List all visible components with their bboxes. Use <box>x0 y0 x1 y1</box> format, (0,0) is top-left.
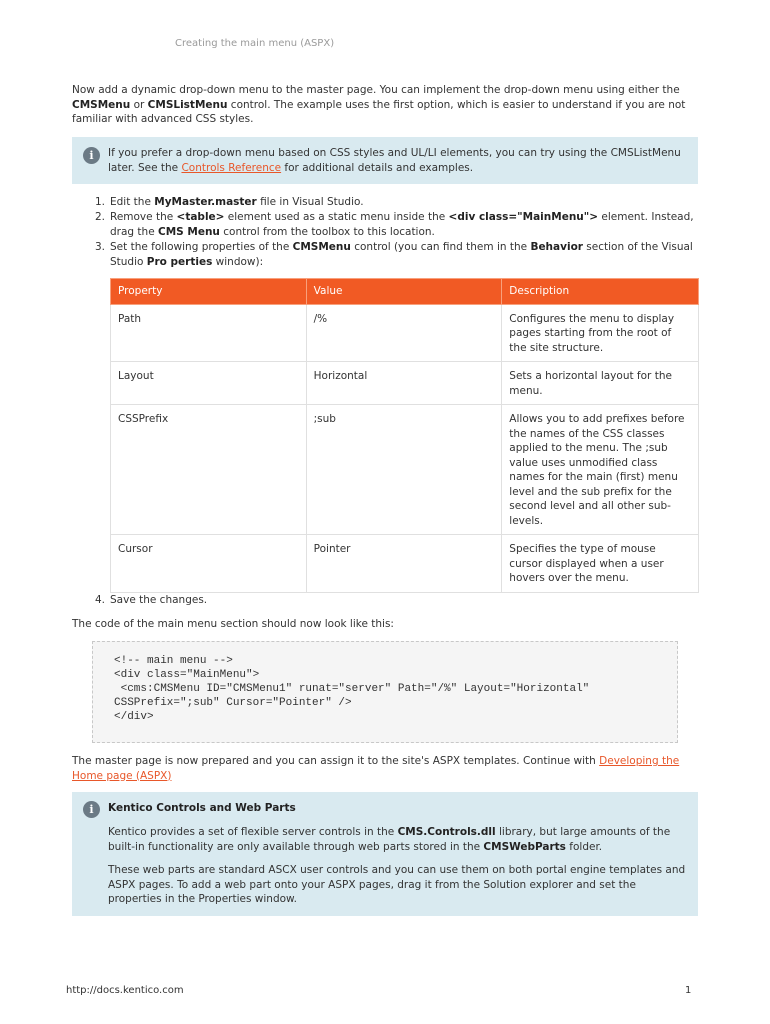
outro-paragraph <box>72 754 702 783</box>
code-line: CSSPrefix=";sub" Cursor="Pointer" /> <box>114 697 352 709</box>
step-text: Set the following properties of the <box>110 241 293 253</box>
step-text: control (you can find them in the <box>350 241 531 253</box>
step-bold: CMSMenu <box>292 241 351 253</box>
info-note-text <box>108 146 686 175</box>
step-text: section of the Visual Studio <box>110 241 693 268</box>
step-text: element used as a static menu inside the <box>224 211 449 223</box>
step-number: 3. <box>95 241 106 253</box>
intro-text-3: control. The example uses the first option, which is easier to understand if you are not familiar with advanced CSS styles. <box>72 98 686 125</box>
cmslistmenu-term: CMSListMenu <box>147 98 228 111</box>
step-number: 1. <box>95 196 106 208</box>
info-text: library, but large amounts of the built-in functionality are only available through web parts stored in the <box>108 826 671 853</box>
page-number: 1 <box>685 985 692 996</box>
step-text: element. Instead, drag the <box>110 211 694 238</box>
step-text: control from the toolbox to this location. <box>219 225 435 238</box>
info-bold: CMSWebParts <box>483 840 566 853</box>
table-cell: Configures the menu to display pages starting from the root of the site structure. <box>502 304 699 362</box>
column-header-description: Description <box>502 279 699 305</box>
step-text: Edit the <box>110 196 155 208</box>
table-cell: Cursor <box>111 535 307 593</box>
info-bold: CMS.Controls.dll <box>397 826 496 838</box>
table-cell: Pointer <box>306 535 502 593</box>
table-cell: Sets a horizontal layout for the menu. <box>502 362 699 405</box>
code-intro-text: The code of the main menu section should now look like this: <box>72 618 394 630</box>
step-bold: <div class="MainMenu"> <box>448 211 599 223</box>
footer-url: http://docs.kentico.com <box>66 985 184 996</box>
step-bold: Pro perties <box>146 255 213 268</box>
info-icon: i <box>83 801 100 818</box>
info-note-text-1: If you prefer a drop-down menu based on CSS styles and UL/LI elements, you can try using the CMSListMenu later. See the <box>108 147 681 174</box>
info-note-text-2: for additional details and examples. <box>281 161 474 174</box>
table-cell: ;sub <box>306 405 502 535</box>
code-line: </div> <box>114 711 154 723</box>
kentico-info-p1 <box>108 825 686 854</box>
step-bold: MyMaster.master <box>154 196 257 208</box>
table-cell: Allows you to add prefixes before the names of the CSS classes applied to the menu. The ;sub value uses unmodified class names for the main (first) menu level and the sub prefix for the second level and all other sub-levels. <box>502 405 699 535</box>
table-cell: /% <box>306 304 502 362</box>
table-row <box>111 535 699 593</box>
table-row <box>111 405 699 535</box>
step-number: 4. <box>95 594 106 606</box>
developing-home-page-link[interactable]: Developing the Home page (ASPX) <box>72 755 680 782</box>
step-bold: CMS Menu <box>158 225 220 238</box>
step-bold: <table> <box>176 211 225 223</box>
kentico-info-title-text: Kentico Controls and Web Parts <box>108 802 296 814</box>
info-text: folder. <box>565 840 603 853</box>
kentico-info-p2: These web parts are standard ASCX user controls and you can use them on both portal engine templates and ASPX pages. To add a web part onto your ASPX pages, drag it from the Solution explorer and set the properties in the Properties window. <box>108 864 686 905</box>
step-bold: Behavior <box>530 241 583 253</box>
code-line: <cms:CMSMenu ID="CMSMenu1" runat="server" Path="/%" Layout="Horizontal" <box>114 683 590 695</box>
code-block <box>92 641 678 743</box>
intro-paragraph <box>72 83 702 127</box>
info-text: Kentico provides a set of flexible server controls in the <box>108 826 398 838</box>
intro-text: Now add a dynamic drop-down menu to the master page. You can implement the drop-down menu using either the <box>72 84 680 96</box>
table-row <box>111 362 699 405</box>
code-line: <!-- main menu --> <box>114 655 233 667</box>
step-text: Save the changes. <box>110 594 208 606</box>
controls-reference-link[interactable]: Controls Reference <box>181 161 282 174</box>
info-note-box <box>72 137 698 184</box>
code-line: <div class="MainMenu"> <box>114 669 260 681</box>
kentico-info-title <box>108 801 686 816</box>
cmsmenu-term: CMSMenu <box>72 98 131 111</box>
step-text: Remove the <box>110 211 177 223</box>
table-cell: Horizontal <box>306 362 502 405</box>
column-header-value: Value <box>306 279 502 305</box>
outro-text: The master page is now prepared and you can assign it to the site's ASPX templates. Continue with <box>72 755 600 767</box>
step-number: 2. <box>95 211 106 223</box>
table-row <box>111 304 699 362</box>
table-cell: CSSPrefix <box>111 405 307 535</box>
info-icon: i <box>83 147 100 164</box>
table-header-row <box>111 279 699 305</box>
table-cell: Layout <box>111 362 307 405</box>
page-header-title: Creating the main menu (ASPX) <box>175 38 335 49</box>
step-text: window): <box>212 255 264 268</box>
table-cell: Specifies the type of mouse cursor displayed when a user hovers over the menu. <box>502 535 699 593</box>
table-cell: Path <box>111 304 307 362</box>
kentico-info-box <box>72 792 698 916</box>
properties-table <box>110 278 699 593</box>
column-header-property: Property <box>111 279 307 305</box>
step-text: file in Visual Studio. <box>256 196 364 208</box>
intro-text-2: or <box>130 98 148 111</box>
